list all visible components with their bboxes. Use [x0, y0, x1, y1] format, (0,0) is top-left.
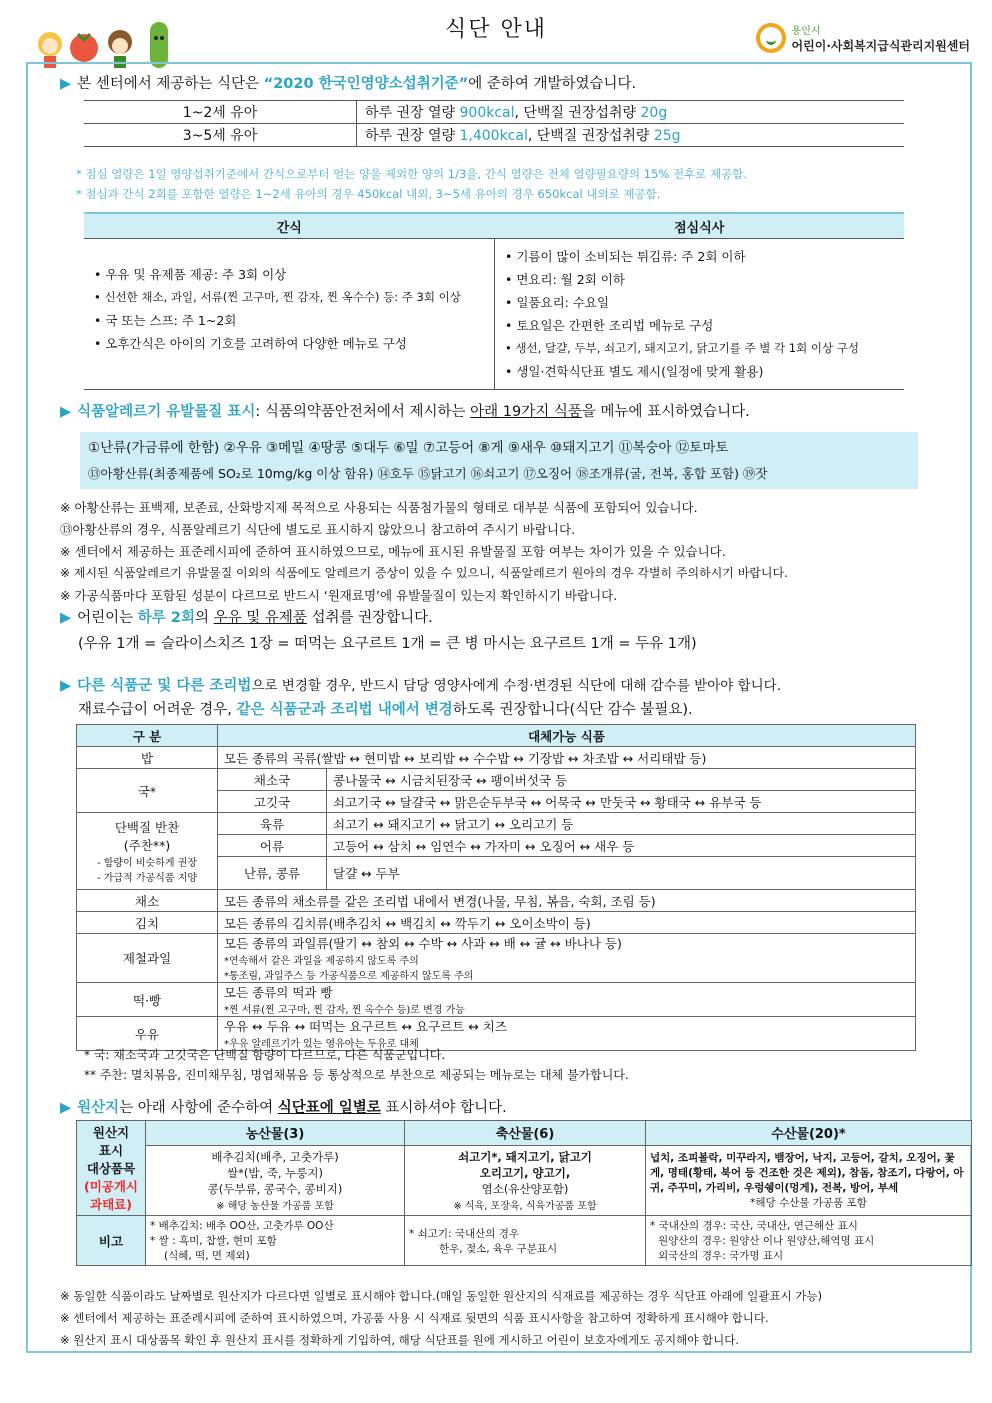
- subcategory-cell: 고깃국: [218, 791, 327, 813]
- table-row: [77, 890, 916, 912]
- list-item: • 우유 및 유제품 제공: 주 3회 이상: [94, 267, 287, 282]
- list-item: • 기름이 많이 소비되는 튀김류: 주 2회 이하: [505, 249, 746, 264]
- substitution-text: 재료수급이 어려운 경우,: [78, 702, 237, 718]
- substitution-text: 하도록 권장합니다(식단 감수 불필요).: [452, 702, 693, 718]
- table-row: [77, 934, 916, 983]
- table-row: [77, 983, 916, 1017]
- allergen-list-box: [80, 432, 918, 489]
- allergy-note: ※ 가공식품마다 포함된 성분이 다르므로 반드시 ‘원재료명’에 유발물질이 있는지 확인하시기 바랍니다.: [60, 588, 618, 603]
- page-title: 식단 안내: [444, 17, 547, 42]
- intro-line: [60, 72, 636, 93]
- list-item: • 신선한 채소, 과일, 서류(찐 고구마, 찐 감자, 찐 옥수수) 등: 주 3회 이상: [94, 290, 461, 304]
- agri-cell: [146, 1145, 405, 1215]
- list-item: • 생일·견학식단표 별도 제시(일정에 맞게 활용): [505, 364, 764, 379]
- origin-highlight: 원산지: [77, 1100, 120, 1116]
- remark-line: * 쌀 : 흑미, 찹쌀, 현미 포함: [150, 1235, 277, 1247]
- center-logo: [756, 22, 970, 54]
- substitution-highlight-2: 같은 식품군과 조리법 내에서 변경: [236, 702, 453, 718]
- substitute-cell: 콩나물국 ↔ 시금치된장국 ↔ 팽이버섯국 등: [327, 769, 916, 791]
- table-row: [77, 912, 916, 934]
- list-item: 쌀*(밥, 죽, 누룽지): [227, 1165, 323, 1180]
- allergy-19-foods: 아래 19가지 식품: [470, 404, 582, 420]
- bread-note: *찐 서류(찐 고구마, 찐 감자, 찐 옥수수 등)로 변경 가능: [224, 1005, 465, 1016]
- category-cell: 채소: [77, 890, 218, 912]
- subcategory-cell: 난류, 콩류: [218, 857, 327, 890]
- milk-text: 어린이는: [77, 610, 138, 626]
- allergy-text-end: 을 메뉴에 표시하였습니다.: [581, 404, 750, 420]
- allergy-note: ※ 아황산류는 표백제, 보존료, 산화방지제 목적으로 사용되는 식품첨가물의 형태로 대부분 식품에 포함되어 있습니다.: [60, 500, 698, 515]
- table-row: [77, 769, 916, 791]
- table-row: [77, 747, 916, 769]
- lunch-header: 점심식사: [495, 213, 905, 239]
- seafood-remark: [646, 1216, 972, 1266]
- protein-label: 단백질 반찬: [114, 820, 180, 835]
- triangle-bullet-icon: ▶: [60, 678, 72, 694]
- subcategory-cell: 육류: [218, 813, 327, 835]
- intro-text: 본 센터에서 제공하는 식단은: [77, 76, 264, 92]
- remark-line: * 쇠고기: 국내산의 경우: [409, 1227, 520, 1240]
- list-item: • 면요리: 월 2회 이하: [505, 272, 625, 287]
- substitute-cell: 쇠고기 ↔ 돼지고기 ↔ 닭고기 ↔ 오리고기 등: [327, 813, 916, 835]
- origin-note: ※ 원산지 표시 대상품목 확인 후 원산지 표시를 정확하게 기입하여, 해당 식단표를 원에 게시하고 어린이 보호자에게도 공지해야 합니다.: [60, 1333, 739, 1347]
- fruit-note: *연속해서 같은 과일을 제공하지 않도록 주의: [224, 956, 419, 967]
- category-cell: 떡·빵: [77, 983, 218, 1017]
- origin-note: ※ 동일한 식품이라도 날짜별로 원산지가 다르다면 일별로 표시해야 합니다.(매일 동일한 원산지의 식재료를 제공하는 경우 식단표 아래에 일괄표시 가능): [60, 1289, 823, 1303]
- livestock-cell: [405, 1145, 646, 1215]
- origin-target-label: 원산지 표시 대상품목: [86, 1125, 136, 1176]
- origin-penalty-label: (미공개시 과태료): [83, 1179, 138, 1212]
- fruit-main: 모든 종류의 과일류(딸기 ↔ 참외 ↔ 수박 ↔ 사과 ↔ 배 ↔ 귤 ↔ 바나나 등): [224, 936, 622, 951]
- table-row: [84, 101, 904, 124]
- milk-text: 섭취를 권장합니다.: [306, 610, 433, 626]
- subcategory-cell: 채소국: [218, 769, 327, 791]
- substitution-line: [60, 674, 781, 695]
- substitution-highlight: 다른 식품군 및 다른 조리법: [77, 678, 252, 694]
- smile-logo-icon: [756, 23, 786, 53]
- substitution-note: * 국: 채소국과 고깃국은 단백질 함량이 다르므로, 다른 식품군입니다.: [84, 1048, 446, 1062]
- allergy-heading-line: [60, 400, 750, 421]
- list-item: 배추김치(배추, 고춧가루): [211, 1149, 339, 1164]
- agri-remark: [146, 1216, 405, 1266]
- list-item: • 오후간식은 아이의 기호를 고려하여 다양한 메뉴로 구성: [94, 336, 407, 351]
- milk-twice: 하루 2회: [137, 610, 195, 626]
- origin-text: 는 아래 사항에 준수하여: [119, 1100, 278, 1116]
- category-cell: 밥: [77, 747, 218, 769]
- list-item: 오리고기, 양고기,: [479, 1165, 571, 1180]
- list-item: 염소(유산양포함): [481, 1181, 569, 1196]
- milk-dairy: 우유 및 유제품: [213, 610, 307, 626]
- energy-note: * 점심과 간식 2회를 포함한 열량은 1~2세 유아의 경우 450kcal 내외, 3~5세 유아의 경우 650kcal 내외로 제공함.: [76, 187, 661, 201]
- protein-note: - 함량이 비슷하게 권장: [96, 858, 198, 869]
- snack-lunch-table: [84, 212, 904, 390]
- triangle-bullet-icon: ▶: [60, 610, 72, 626]
- energy-desc-cell: 하루 권장 열량 1,400kcal, 단백질 권장섭취량 25g: [357, 124, 905, 147]
- remarks-label: 비고: [77, 1216, 146, 1266]
- fruit-note: *통조림, 과일주스 등 가공식품으로 제공하지 않도록 주의: [224, 971, 474, 982]
- substitute-cell: 고등어 ↔ 삼치 ↔ 임연수 ↔ 가자미 ↔ 오징어 ↔ 새우 등: [327, 835, 916, 857]
- substitution-table: [76, 724, 916, 1051]
- lunch-list: [495, 239, 905, 390]
- col-header-substitutes: 대체가능 식품: [218, 725, 916, 747]
- list-item: 쇠고기*, 돼지고기, 닭고기: [458, 1149, 592, 1164]
- bread-main: 모든 종류의 떡과 빵: [224, 985, 333, 1000]
- origin-table: [76, 1120, 972, 1266]
- energy-desc-cell: 하루 권장 열량 900kcal, 단백질 권장섭취량 20g: [357, 101, 905, 124]
- substitution-note: ** 주찬: 멸치볶음, 진미채무침, 명엽채볶음 등 통상적으로 부찬으로 제공되는 메뉴로는 대체 불가합니다.: [84, 1068, 629, 1082]
- logo-center-name: 어린이·사회복지급식관리지원센터: [791, 39, 970, 53]
- remark-line: * 배추김치: 배추 OO산, 고춧가루 OO산: [150, 1220, 334, 1232]
- allergy-note: ※ 제시된 식품알레르기 유발물질 이외의 식품에도 알레르기 증상이 있을 수 있으니, 식품알레르기 원아의 경우 각별히 주의하시기 바랍니다.: [60, 566, 788, 580]
- energy-table: [84, 100, 904, 147]
- allergen-line: ①난류(가금류에 한함) ②우유 ③메밀 ④땅콩 ⑤대두 ⑥밀 ⑦고등어 ⑧게 ⑨새우 ⑩돼지고기 ⑪복숭아 ⑫토마토: [88, 440, 729, 456]
- list-item: • 국 또는 스프: 주 1~2회: [94, 313, 237, 328]
- col-header-agri: 농산물(3): [146, 1121, 405, 1146]
- substitution-line-2: [78, 698, 693, 719]
- allergen-line: ⑬아황산류(최종제품에 SO₂로 10mg/kg 이상 함유) ⑭호두 ⑮닭고기 ⑯쇠고기 ⑰오징어 ⑱조개류(굴, 전복, 홍합 포함) ⑲잣: [88, 466, 768, 481]
- allergy-note: ※ 센터에서 제공하는 표준레시피에 준하여 표시하였으므로, 메뉴에 표시된 유발물질 포함 여부는 차이가 있을 수 있습니다.: [60, 544, 726, 559]
- list-item: • 일품요리: 수요일: [505, 295, 610, 310]
- origin-daily: 식단표에 일별로: [277, 1100, 381, 1116]
- seafood-cell: [646, 1145, 972, 1215]
- category-cell: 김치: [77, 912, 218, 934]
- table-row: [84, 124, 904, 147]
- category-cell: 우유: [77, 1017, 218, 1051]
- energy-note: * 점심 열량은 1일 영양섭취기준에서 간식으로부터 얻는 양을 제외한 양의 1/3을, 간식 열량은 전체 열량필요량의 15% 전후로 제공함.: [76, 167, 747, 181]
- remark-line: (식혜, 떡, 면 제외): [164, 1250, 250, 1262]
- category-cell: 제철과일: [77, 934, 218, 983]
- col-header-category: 구 분: [77, 725, 218, 747]
- age-cell: 3~5세 유아: [84, 124, 357, 147]
- origin-text: 표시하셔야 합니다.: [380, 1100, 507, 1116]
- protein-note: - 가급적 가공식품 지양: [96, 873, 198, 884]
- remark-line: 외국산의 경우: 국가명 표시: [658, 1250, 784, 1262]
- protein-sub: (주찬**): [123, 838, 171, 853]
- logo-city: 용인시: [791, 26, 821, 37]
- col-header-seafood: 수산물(20)*: [646, 1121, 972, 1146]
- livestock-remark: [405, 1216, 646, 1266]
- origin-side-label: [77, 1121, 146, 1216]
- list-item: 넙치, 조피볼락, 미꾸라지, 뱀장어, 낙지, 고등어, 갈치, 오징어, 꽃게, 명태(황태, 북어 등 건조한 것은 제외), 참돔, 참조기, 다랑어, 아귀, 주꾸미, 가리비, 우렁쉥이(멍게), 전복, 방어, 부세: [650, 1152, 964, 1195]
- origin-note: ※ 센터에서 제공하는 표준레시피에 준하여 표시하였으며, 가공품 사용 시 식재료 뒷면의 식품 표시사항을 참고하여 정확하게 표시해야 합니다.: [60, 1311, 769, 1325]
- table-row: [77, 813, 916, 835]
- remark-line: * 국내산의 경우: 국산, 국내산, 연근해산 표시: [650, 1220, 858, 1232]
- milk-note: *우유 알레르기가 있는 영유아는 두유로 대체: [224, 1039, 419, 1050]
- milk-text: 의: [194, 610, 214, 626]
- col-header-livestock: 축산물(6): [405, 1121, 646, 1146]
- milk-equivalents: (우유 1개 = 슬라이스치즈 1장 = 떠먹는 요구르트 1개 = 큰 병 마시는 요구르트 1개 = 두유 1개): [78, 636, 697, 652]
- substitute-cell: 모든 종류의 채소류를 같은 조리법 내에서 변경(나물, 무침, 볶음, 숙회, 조림 등): [218, 890, 916, 912]
- origin-line: [60, 1096, 507, 1117]
- list-item: *해당 수산물 가공품 포함: [750, 1197, 867, 1210]
- category-cell: 국*: [77, 769, 218, 813]
- intro-standard: “2020 한국인영양소섭취기준”: [263, 76, 469, 92]
- remark-line: 한우, 젖소, 육우 구분표시: [439, 1242, 558, 1255]
- allergy-note: ⑬아황산류의 경우, 식품알레르기 식단에 별도로 표시하지 않았으니 참고하여 주시기 바랍니다.: [60, 522, 576, 537]
- list-item: 콩(두부류, 콩국수, 콩비지): [207, 1181, 343, 1196]
- triangle-bullet-icon: ▶: [60, 76, 72, 92]
- milk-main: 우유 ↔ 두유 ↔ 떠먹는 요구르트 ↔ 요구르트 ↔ 치즈: [224, 1019, 507, 1034]
- substitute-cell: [218, 934, 916, 983]
- list-item: • 토요일은 간편한 조리법 메뉴로 구성: [505, 318, 714, 333]
- substitute-cell: 모든 종류의 김치류(배추김치 ↔ 백김치 ↔ 깍두기 ↔ 오이소박이 등): [218, 912, 916, 934]
- snack-header: 간식: [84, 213, 495, 239]
- snack-list: [84, 239, 495, 390]
- triangle-bullet-icon: ▶: [60, 404, 72, 420]
- list-item: ※ 식육, 포장육, 식육가공품 포함: [453, 1200, 597, 1212]
- substitute-cell: [218, 983, 916, 1017]
- remark-line: 원양산의 경우: 원양산 이나 원양산,해역명 표시: [658, 1235, 875, 1247]
- substitute-cell: 쇠고기국 ↔ 달걀국 ↔ 맑은순두부국 ↔ 어묵국 ↔ 만둣국 ↔ 황태국 ↔ 유부국 등: [327, 791, 916, 813]
- triangle-bullet-icon: ▶: [60, 1100, 72, 1116]
- milk-line: [60, 606, 433, 627]
- list-item: ※ 해당 농산물 가공품 포함: [216, 1200, 334, 1212]
- intro-text-end: 에 준하여 개발하였습니다.: [468, 76, 637, 92]
- subcategory-cell: 어류: [218, 835, 327, 857]
- substitution-text: 으로 변경할 경우, 반드시 담당 영양사에게 수정·변경된 식단에 대해 감수를 받아야 합니다.: [251, 678, 781, 694]
- category-cell-protein: [77, 813, 218, 890]
- substitute-cell: 모든 종류의 곡류(쌀밥 ↔ 현미밥 ↔ 보리밥 ↔ 수수밥 ↔ 기장밥 ↔ 차조밥 ↔ 서리태밥 등): [218, 747, 916, 769]
- allergy-text: : 식품의약품안전처에서 제시하는: [255, 404, 471, 420]
- list-item: • 생선, 달걀, 두부, 쇠고기, 돼지고기, 닭고기를 주 별 각 1회 이상 구성: [505, 341, 859, 355]
- allergy-heading: 식품알레르기 유발물질 표시: [77, 404, 256, 420]
- substitute-cell: 달걀 ↔ 두부: [327, 857, 916, 890]
- age-cell: 1~2세 유아: [84, 101, 357, 124]
